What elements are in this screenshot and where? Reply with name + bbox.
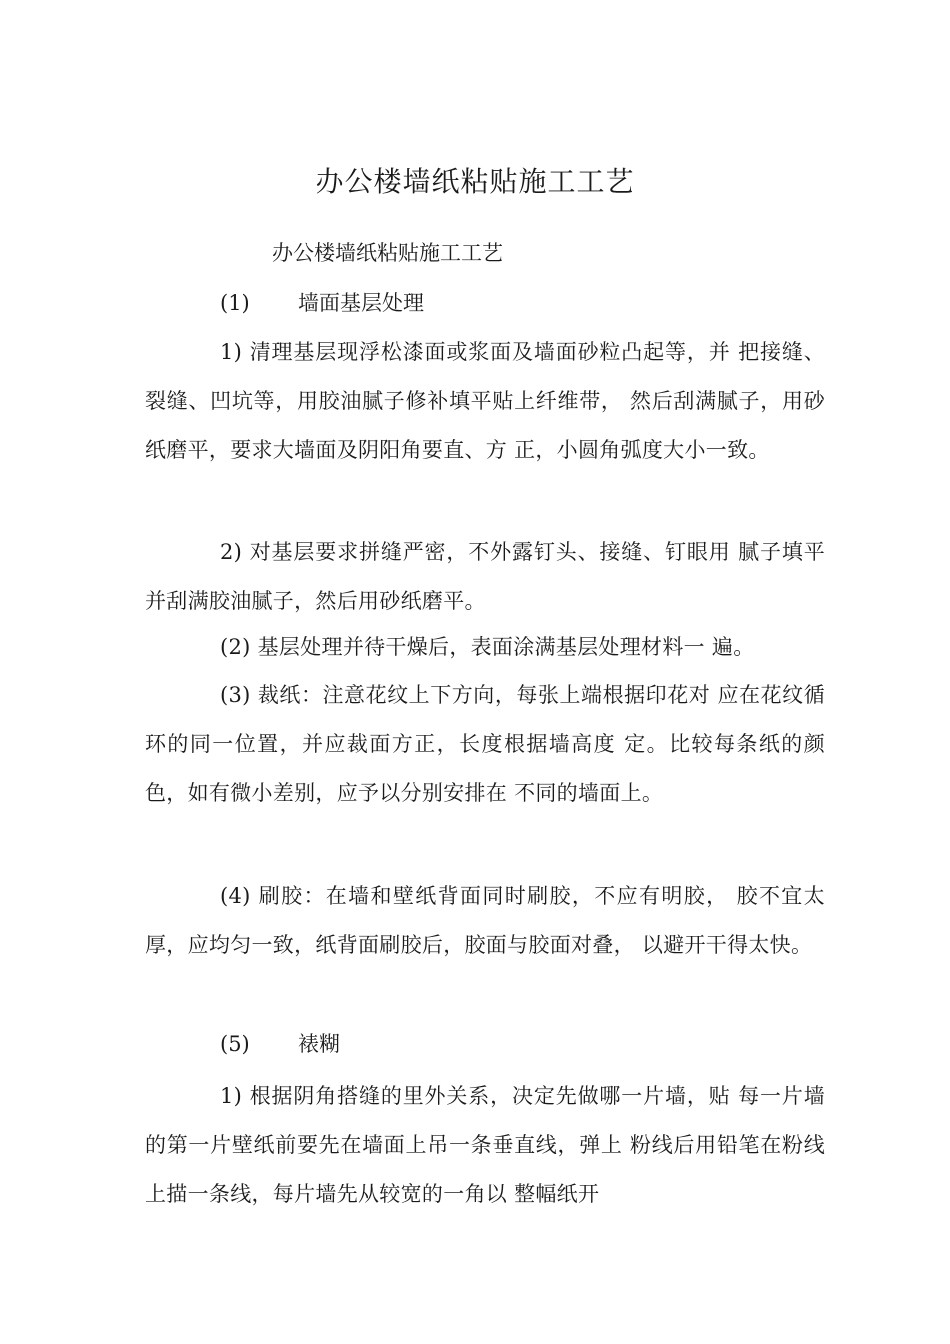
section-heading-1-number: (1) <box>220 291 250 315</box>
paragraph-5 <box>145 872 825 970</box>
document-subtitle: 办公楼墙纸粘贴施工工艺 <box>272 241 503 265</box>
paragraph-3-text: (2) 基层处理并待干燥后，表面涂满基层处理材料一 遍。 <box>220 635 755 659</box>
document-title: 办公楼墙纸粘贴施工工艺 <box>315 165 635 198</box>
section-heading-1 <box>220 281 424 325</box>
section-heading-5 <box>220 1022 340 1066</box>
paragraph-2-text: 2) 对基层要求拼缝严密，不外露钉头、接缝、钉眼用 腻子填平并刮满胶油腻子，然后用砂纸磨平。 <box>145 540 825 613</box>
paragraph-2 <box>145 528 825 626</box>
paragraph-6-text: 1) 根据阴角搭缝的里外关系，决定先做哪一片墙，贴 每一片墙的第一片壁纸前要先在墙面上吊一条垂直线，弹上 粉线后用铅笔在粉线上描一条线，每片墙先从较宽的一角以 整幅纸开 <box>145 1084 825 1206</box>
paragraph-4-text: (3) 裁纸：注意花纹上下方向，每张上端根据印花对 应在花纹循环的同一位置，并应裁面方正，长度根据墙高度 定。比较每条纸的颜色，如有微小差别，应予以分别安排在 不同的墙面上。 <box>145 683 825 805</box>
paragraph-3 <box>145 623 825 672</box>
section-heading-1-text: 墙面基层处理 <box>298 291 424 315</box>
paragraph-5-text: (4) 刷胶：在墙和壁纸背面同时刷胶，不应有明胶， 胶不宜太厚，应均匀一致，纸背面刷胶后，胶面与胶面对叠， 以避开干得太快。 <box>145 884 825 957</box>
paragraph-1-text: 1) 清理基层现浮松漆面或浆面及墙面砂粒凸起等，并 把接缝、裂缝、凹坑等，用胶油腻子修补填平贴上纤维带， 然后刮满腻子，用砂纸磨平，要求大墙面及阴阳角要直、方 正，小圆角弧度大小一致。 <box>145 340 825 462</box>
paragraph-4 <box>145 671 825 818</box>
section-heading-5-text: 裱糊 <box>298 1032 340 1056</box>
paragraph-1 <box>145 328 825 475</box>
section-heading-5-number: (5) <box>220 1032 250 1056</box>
paragraph-6 <box>145 1072 825 1219</box>
